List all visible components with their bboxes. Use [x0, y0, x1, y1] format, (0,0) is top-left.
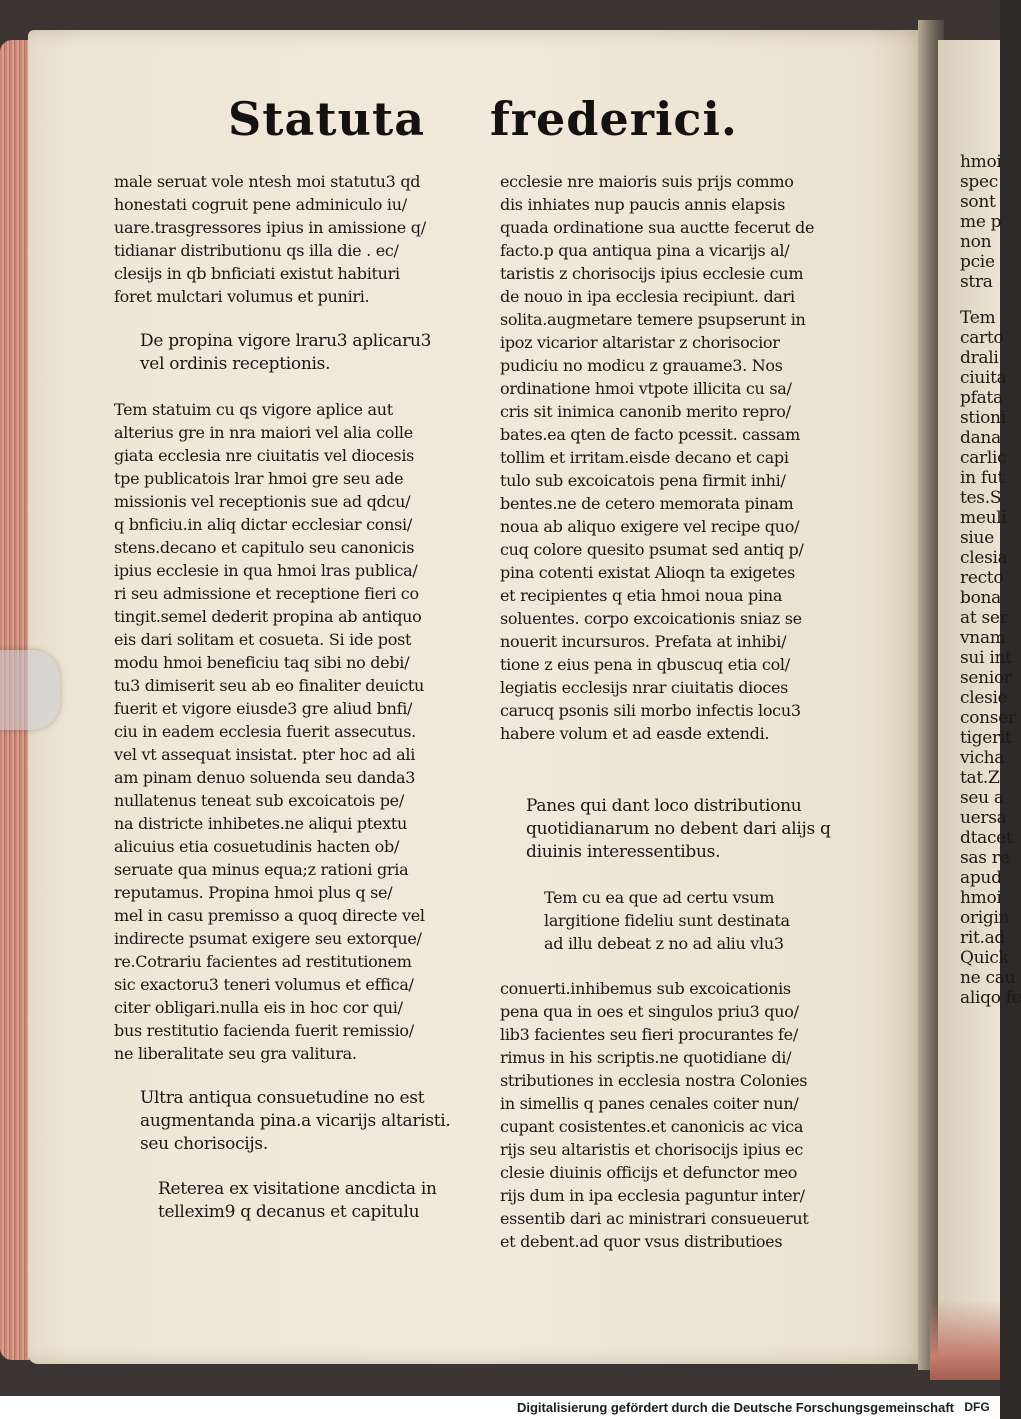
- text-line: rimus in his scriptis.ne quotidiane di/: [500, 1048, 792, 1067]
- fragment-line: tigerit: [960, 728, 1012, 748]
- fragment-line: sont: [960, 192, 996, 212]
- page-clip: [0, 650, 60, 730]
- section-heading: [114, 330, 466, 376]
- text-line: et debent.ad quor vsus distributioes: [500, 1232, 783, 1251]
- text-line: indirecte psumat exigere seu extorque/: [114, 929, 422, 948]
- fragment-line: in fut: [960, 468, 1005, 488]
- text-line: seu chorisocijs.: [140, 1134, 268, 1154]
- fragment-line: [960, 292, 1000, 308]
- footer-credit: Digitalisierung gefördert durch die Deutsche Forschungsgemeinschaft: [516, 1400, 954, 1415]
- text-line: Tem statuim cu qs vigore aplice aut: [114, 400, 393, 419]
- paragraph-gap: [500, 745, 846, 795]
- section-heading: [500, 795, 846, 864]
- text-line: et recipientes q etia hmoi noua pina: [500, 586, 783, 605]
- text-line: seruate qua minus equa;z rationi gria: [114, 860, 409, 879]
- text-line: cris sit inimica canonib merito repro/: [500, 402, 791, 421]
- text-line: pudiciu no modicu z grauame3. Nos: [500, 356, 783, 375]
- text-line: ciu in eadem ecclesia fuerit assecutus.: [114, 722, 416, 741]
- text-line: solita.augmetare temere psupserunt in: [500, 310, 806, 329]
- text-line: bentes.ne de cetero memorata pinam: [500, 494, 794, 513]
- text-line: male seruat vole ntesh moi statutu3 qd: [114, 172, 421, 191]
- text-line: ad illu debeat z no ad aliu vlu3: [544, 934, 784, 953]
- text-column-right: [500, 170, 846, 1253]
- text-line: ne liberalitate seu gra valitura.: [114, 1044, 357, 1063]
- text-line: tpe publicatois lrar hmoi gre seu ade: [114, 469, 404, 488]
- fragment-line: clesia: [960, 548, 1008, 568]
- text-line: ri seu admissione et receptione fieri co: [114, 584, 419, 603]
- text-paragraph: [114, 170, 466, 308]
- fragment-line: Tem: [960, 308, 996, 328]
- fragment-line: sui int: [960, 648, 1012, 668]
- text-line: sic exactoru3 teneri volumus et effica/: [114, 975, 414, 994]
- text-line: dis inhiates nup paucis annis elapsis: [500, 195, 786, 214]
- fragment-line: apud: [960, 868, 1002, 888]
- fragment-line: origin: [960, 908, 1010, 928]
- text-line: foret mulctari volumus et puniri.: [114, 287, 370, 306]
- dfg-logo-icon: DFG: [960, 1399, 994, 1415]
- text-line: citer obligari.nulla eis in hoc cor qui/: [114, 998, 403, 1017]
- text-line: honestati cogruit pene adminiculo iu/: [114, 195, 407, 214]
- text-line: De propina vigore lraru3 aplicaru3: [140, 331, 432, 351]
- text-line: augmentanda pina.a vicarijs altaristi.: [140, 1111, 451, 1131]
- fragment-line: recto: [960, 568, 1004, 588]
- text-column-left: [114, 170, 466, 1224]
- running-head-left: Statuta: [228, 92, 426, 146]
- text-line: carucq psonis sili morbo infectis locu3: [500, 701, 801, 720]
- running-head-right: frederici.: [490, 92, 738, 146]
- text-line: vel vt assequat insistat. pter hoc ad ali: [114, 745, 416, 764]
- text-line: ecclesie nre maioris suis prijs commo: [500, 172, 794, 191]
- digitization-footer: [0, 1396, 1000, 1419]
- text-line: bates.ea qten de facto pcessit. cassam: [500, 425, 801, 444]
- fragment-line: hmoi: [960, 888, 1002, 908]
- section-heading: [114, 1178, 466, 1224]
- text-line: stens.decano et capitulo seu canonicis: [114, 538, 415, 557]
- text-paragraph: [500, 886, 846, 955]
- text-line: quotidianarum no debent dari alijs q: [526, 819, 831, 839]
- paragraph-gap: [114, 1156, 466, 1178]
- fragment-line: uersa: [960, 808, 1007, 828]
- section-heading: [114, 1087, 466, 1156]
- fragment-line: pfata: [960, 388, 1003, 408]
- fragment-line: bona: [960, 588, 1002, 608]
- fragment-line: stioni: [960, 408, 1006, 428]
- fragment-line: vnam: [960, 628, 1006, 648]
- fragment-line: ciuita: [960, 368, 1007, 388]
- text-line: stributiones in ecclesia nostra Colonies: [500, 1071, 808, 1090]
- text-line: alicuius etia cosuetudinis hacten ob/: [114, 837, 400, 856]
- text-line: pena qua in oes et singulos priu3 quo/: [500, 1002, 799, 1021]
- paragraph-gap: [114, 308, 466, 330]
- text-line: ipoz vicarior altaristar z chorisocior: [500, 333, 780, 352]
- text-line: rijs dum in ipa ecclesia paguntur inter/: [500, 1186, 805, 1205]
- fragment-line: conser: [960, 708, 1016, 728]
- fragment-line: dtacet: [960, 828, 1013, 848]
- fragment-line: vicha: [960, 748, 1005, 768]
- text-line: largitione fideliu sunt destinata: [544, 911, 790, 930]
- text-line: tu3 dimiserit seu ab eo finaliter deuictu: [114, 676, 425, 695]
- text-line: tulo sub excoicatois pena firmit inhi/: [500, 471, 786, 490]
- text-line: cupant cosistentes.et canonicis ac vica: [500, 1117, 804, 1136]
- fragment-line: aliqo fe: [960, 988, 1021, 1008]
- fragment-line: at ser: [960, 608, 1008, 628]
- text-line: legiatis ecclesijs nrar ciuitatis dioces: [500, 678, 789, 697]
- text-paragraph: [114, 398, 466, 1065]
- text-line: lib3 facientes seu fieri procurantes fe/: [500, 1025, 798, 1044]
- fragment-line: tes.S: [960, 488, 1002, 508]
- fragment-line: meuli: [960, 508, 1007, 528]
- paragraph-gap: [114, 376, 466, 398]
- fragment-line: Quick: [960, 948, 1009, 968]
- fragment-line: siue: [960, 528, 994, 548]
- fragment-line: drali: [960, 348, 999, 368]
- fragment-line: tat.Z: [960, 768, 1000, 788]
- text-line: pina cotenti existat Alioqn ta exigetes: [500, 563, 795, 582]
- text-line: reputamus. Propina hmoi plus q se/: [114, 883, 393, 902]
- text-line: clesie diuinis officijs et defunctor meo: [500, 1163, 798, 1182]
- text-line: tellexim9 q decanus et capitulu: [158, 1202, 420, 1222]
- fragment-line: ne cau: [960, 968, 1016, 988]
- text-line: tione z eius pena in qbuscuq etia col/: [500, 655, 790, 674]
- text-line: diuinis interessentibus.: [526, 842, 721, 862]
- text-line: tollim et irritam.eisde decano et capi: [500, 448, 789, 467]
- fragment-line: me p: [960, 212, 1002, 232]
- text-line: modu hmoi beneficiu taq sibi no debi/: [114, 653, 410, 672]
- fragment-line: stra: [960, 272, 993, 292]
- text-line: tingit.semel dederit propina ab antiquo: [114, 607, 422, 626]
- fragment-line: hmoi: [960, 152, 1002, 172]
- fragment-line: pcie: [960, 252, 995, 272]
- fragment-line: clesie: [960, 688, 1008, 708]
- text-line: noua ab aliquo exigere vel recipe quo/: [500, 517, 800, 536]
- fragment-line: sas re: [960, 848, 1010, 868]
- text-line: Tem cu ea que ad certu vsum: [544, 888, 775, 907]
- text-line: facto.p qua antiqua pina a vicarijs al/: [500, 241, 790, 260]
- text-line: q bnficiu.in aliq dictar ecclesiar consi/: [114, 515, 412, 534]
- text-line: in simellis q panes cenales coiter nun/: [500, 1094, 799, 1113]
- text-line: quada ordinatione sua auctte fecerut de: [500, 218, 815, 237]
- text-paragraph: [500, 170, 846, 745]
- text-line: habere volum et ad easde extendi.: [500, 724, 770, 743]
- text-line: alterius gre in nra maiori vel alia colle: [114, 423, 413, 442]
- fragment-line: seu a: [960, 788, 1004, 808]
- text-line: Panes qui dant loco distributionu: [526, 796, 802, 816]
- text-line: fuerit et vigore eiusde3 gre aliud bnfi/: [114, 699, 413, 718]
- fragment-line: dana: [960, 428, 1001, 448]
- fragment-line: carlic: [960, 448, 1007, 468]
- text-line: ipius ecclesie in qua hmoi lras publica/: [114, 561, 418, 580]
- text-line: nullatenus teneat sub excoicatois pe/: [114, 791, 404, 810]
- text-line: eis dari solitam et cosueta. Si ide post: [114, 630, 412, 649]
- text-line: de nouo in ipa ecclesia recipiunt. dari: [500, 287, 795, 306]
- text-line: tidianar distributionu qs illa die . ec/: [114, 241, 399, 260]
- text-line: conuerti.inhibemus sub excoicationis: [500, 979, 791, 998]
- text-line: nouerit incursuros. Prefata at inhibi/: [500, 632, 787, 651]
- text-line: taristis z chorisocijs ipius ecclesie cum: [500, 264, 804, 283]
- text-line: re.Cotrariu facientes ad restitutionem: [114, 952, 412, 971]
- right-page-fragment: [938, 40, 1021, 1370]
- paragraph-gap: [500, 864, 846, 886]
- text-line: mel in casu premisso a quoq directe vel: [114, 906, 425, 925]
- text-line: clesijs in qb bnficiati existut habituri: [114, 264, 400, 283]
- text-line: na districte inhibetes.ne aliqui ptextu: [114, 814, 407, 833]
- fragment-line: non: [960, 232, 992, 252]
- text-line: rijs seu altaristis et chorisocijs ipius ec: [500, 1140, 803, 1159]
- text-line: am pinam denuo soluenda seu danda3: [114, 768, 416, 787]
- text-line: uare.trasgressores ipius in amissione q/: [114, 218, 426, 237]
- text-line: Reterea ex visitatione ancdicta in: [158, 1179, 437, 1199]
- paragraph-gap: [114, 1065, 466, 1087]
- paragraph-gap: [500, 955, 846, 977]
- text-line: essentib dari ac ministrari consueuerut: [500, 1209, 809, 1228]
- text-line: soluentes. corpo excoicationis sniaz se: [500, 609, 802, 628]
- text-line: missionis vel receptionis sue ad qdcu/: [114, 492, 411, 511]
- fragment-line: carto: [960, 328, 1004, 348]
- text-line: bus restitutio facienda fuerit remissio/: [114, 1021, 414, 1040]
- text-paragraph: [500, 977, 846, 1253]
- text-line: Ultra antiqua consuetudine no est: [140, 1088, 425, 1108]
- text-line: ordinatione hmoi vtpote illicita cu sa/: [500, 379, 792, 398]
- text-line: giata ecclesia nre ciuitatis vel diocesis: [114, 446, 415, 465]
- fragment-line: rit.ad: [960, 928, 1006, 948]
- page-edges-right: [930, 1300, 1000, 1380]
- fragment-line: senior: [960, 668, 1012, 688]
- fragment-line: spec: [960, 172, 998, 192]
- text-line: vel ordinis receptionis.: [140, 354, 331, 374]
- text-line: cuq colore quesito psumat sed antiq p/: [500, 540, 804, 559]
